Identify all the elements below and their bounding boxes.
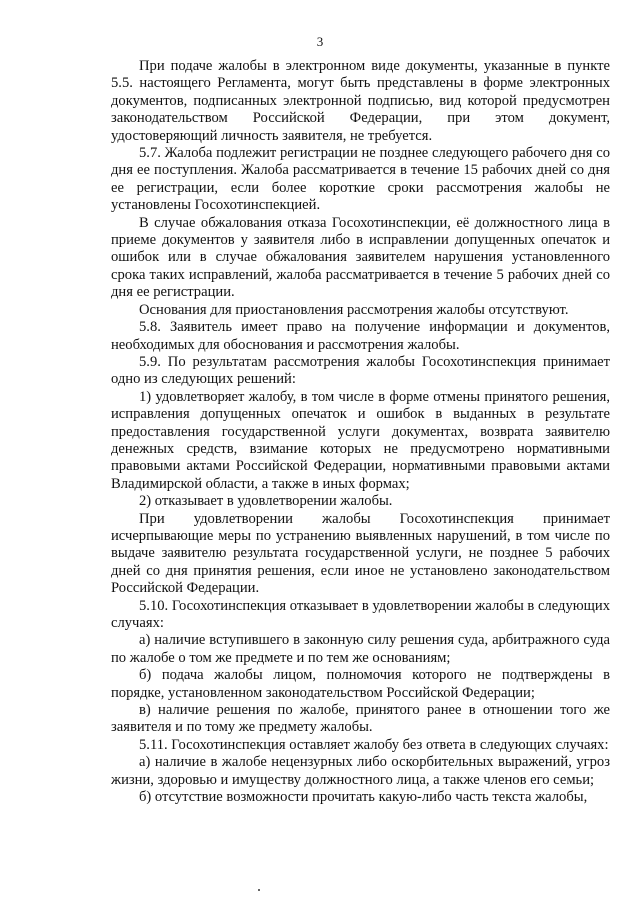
page-number: 3 xyxy=(316,34,324,49)
paragraph-5-10-c: в) наличие решения по жалобе, принятого ранее в отношении того же заявителя и по тому же предмету жалобы. xyxy=(111,702,610,736)
paragraph-5-9: 5.9. По результатам рассмотрения жалобы Госохотинспекция принимает одно из следующих решений: xyxy=(111,353,610,388)
paragraph-5-10: 5.10. Госохотинспекция отказывает в удовлетворении жалобы в следующих случаях: xyxy=(111,597,610,631)
paragraph-5-11: 5.11. Госохотинспекция оставляет жалобу без ответа в следующих случаях: xyxy=(139,736,609,753)
scan-speck xyxy=(258,889,260,891)
paragraph-5-11-b: б) отсутствие возможности прочитать какую-либо часть текста жалобы, xyxy=(139,789,588,806)
paragraph-decision-2: 2) отказывает в удовлетворении жалобы. xyxy=(139,493,393,510)
paragraph-no-suspension: Основания для приостановления рассмотрения жалобы отсутствуют. xyxy=(139,301,569,318)
paragraph-5-11-a: а) наличие в жалобе нецензурных либо оскорбительных выражений, угроз жизни, здоровью и имуществу должностного лица, а также членов его семьи; xyxy=(111,754,610,788)
paragraph-5-7: 5.7. Жалоба подлежит регистрации не позднее следующего рабочего дня со дня ее поступления. Жалоба рассматривается в течение 15 рабочих дней со дня ее регистрации, если более короткие сроки рассмотрения жалобы не установлены Госохотинспекцией. xyxy=(111,145,610,214)
paragraph-satisfaction-measures: При удовлетворении жалобы Госохотинспекция принимает исчерпывающие меры по устранению выявленных нарушений, в том числе по выдаче заявителю результата государственной услуги, не позднее 5 рабочих дней со дня принятия решения, если иное не установлено законодательством Российской Федерации. xyxy=(111,510,610,597)
paragraph-appeal-refusal: В случае обжалования отказа Госохотинспекции, её должностного лица в приеме документов у заявителя либо в исправлении допущенных опечаток и ошибок или в случае обжалования заявителем нарушения установленного срока таких исправлений, жалоба рассматривается в течение 5 рабочих дней со дня ее регистрации. xyxy=(111,214,610,301)
paragraph-decision-1: 1) удовлетворяет жалобу, в том числе в форме отмены принятого решения, исправления допущенных опечаток и ошибок в выданных в результате предоставления государственной услуги документах, возврата заявителю денежных средств, взимание которых не предусмотрено нормативными правовыми актами Российской Федерации, нормативными правовыми актами Владимирской области, а также в иных формах; xyxy=(111,388,610,492)
paragraph-5-8: 5.8. Заявитель имеет право на получение информации и документов, необходимых для обоснования и рассмотрения жалобы. xyxy=(111,319,610,353)
paragraph-electronic-submission: При подаче жалобы в электронном виде документы, указанные в пункте 5.5. настоящего Регламента, могут быть представлены в форме электронных документов, подписанных электронной подписью, вид которой предусмотрен законодательством Российской Федерации, при этом документ, удостоверяющий личность заявителя, не требуется. xyxy=(111,58,610,144)
paragraph-5-10-a: а) наличие вступившего в законную силу решения суда, арбитражного суда по жалобе о том же предмете и по тем же основаниям; xyxy=(111,632,610,666)
paragraph-5-10-b: б) подача жалобы лицом, полномочия которого не подтверждены в порядке, установленном законодательством Российской Федерации; xyxy=(111,667,610,701)
